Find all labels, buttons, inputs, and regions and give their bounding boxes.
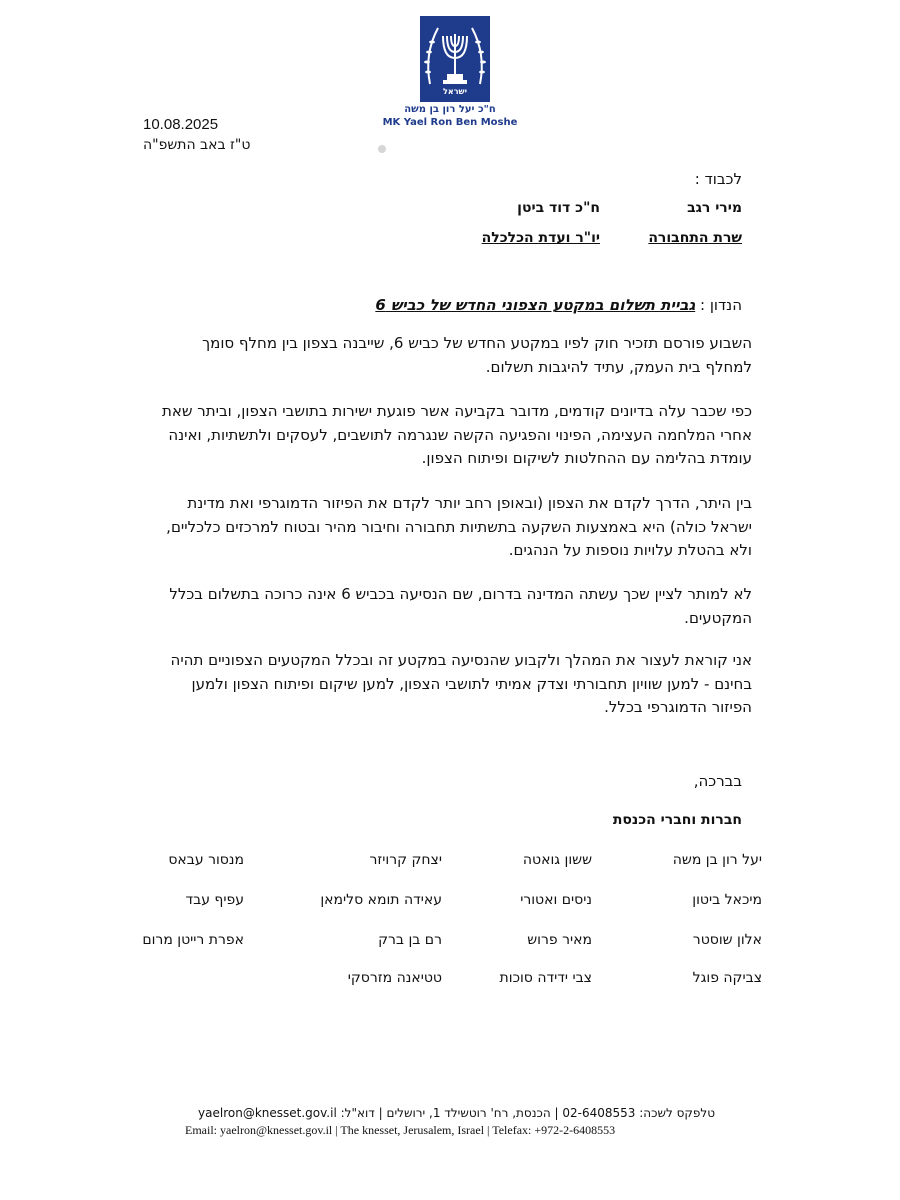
signatory: צבי ידידה סוכות: [499, 970, 592, 986]
signatory: רם בן ברק: [378, 932, 442, 948]
signatories-title: חברות וחברי הכנסת: [612, 812, 742, 828]
signatory: עאידה תומא סלימאן: [320, 892, 442, 908]
signatory: ניסים ואטורי: [520, 892, 592, 908]
signatories-grid: [130, 852, 762, 992]
footer-email: yaelron@knesset.gov.il: [198, 1106, 337, 1120]
closing-greeting: בברכה,: [693, 772, 742, 790]
signatory: יצחק קרויזר: [369, 852, 442, 868]
emblem-text: ישראל: [443, 87, 467, 96]
signatory: מאיר פרוש: [527, 932, 592, 948]
recipient-minister-name: מירי רגב: [687, 200, 742, 216]
body-paragraph-2: כפי שכבר עלה בדיונים קודמים, מדובר בקביעה אשר פוגעת ישירות בתושבי הצפון, וביתר שאת אחרי המלחמה העצימה, הפינוי והפגיעה הקשה שנגרמה לתושבים, לעסקים ולתשתיות, ואינה עומדת בהלימה עם ההחלטות לשיקום ופיתוח הצפון.: [162, 402, 752, 467]
subject-line: [375, 296, 742, 314]
signatory: טטיאנה מזרסקי: [347, 970, 442, 986]
letterhead-name-english: MK Yael Ron Ben Moshe: [382, 117, 518, 128]
date-gregorian: 10.08.2025: [143, 116, 219, 133]
signatory: אפרת רייטן מרום: [142, 932, 244, 948]
signatory: אלון שוסטר: [692, 932, 762, 948]
body-paragraph-3: בין היתר, הדרך לקדם את הצפון (ובאופן רחב יותר לקדם את הפיזור הדמוגרפי ואת מדינת ישראל כולה) היא באמצעות השקעה בתשתיות תחבורה וחיבור מהיר ובטוח למרכזים כלכליים, ולא בהטלת עלויות נוספות על הנהגים.: [166, 494, 752, 559]
recipient-chair-name: ח"כ דוד ביטן: [517, 200, 600, 216]
recipient-chair-title: יו"ר ועדת הכלכלה: [481, 230, 600, 246]
subject-title: גביית תשלום במקטע הצפוני החדש של כביש 6: [375, 296, 696, 314]
body-paragraph-1: השבוע פורסם תזכיר חוק לפיו במקטע החדש של כביש 6, שייבנה בצפון בין מחלף סומך למחלף בית העמק, עתיד להיגבות תשלום.: [202, 334, 752, 376]
signatory: מנסור עבאס: [168, 852, 244, 868]
body-paragraph-5: אני קוראת לעצור את המהלך ולקבוע שהנסיעה במקטע זה ובכלל המקטעים הצפוניים תהיה בחינם - למען שוויון תחבורתי וצדק אמיתי לתושבי הצפון, למען שיקום ופיתוח הצפון ולמען הפיזור הדמוגרפי בכלל.: [170, 651, 752, 716]
signatory: צביקה פוגל: [692, 970, 762, 986]
knesset-emblem-logo: [418, 14, 492, 104]
date-hebrew: ט"ז באב התשפ"ה: [143, 137, 251, 153]
signatory: מיכאל ביטון: [692, 892, 762, 908]
letterhead-name-hebrew: ח"כ יעל רון בן משה: [404, 104, 496, 115]
footer-hebrew-text: טלפקס לשכה: 02-6408553 | הכנסת, רח' רוטשילד 1, ירושלים | דוא"ל:: [340, 1106, 715, 1120]
signatory: עפיף עבד: [185, 892, 244, 908]
scan-dot: [378, 145, 386, 153]
signatory: ששון גואטה: [522, 852, 592, 868]
footer-hebrew-line: [198, 1106, 715, 1120]
body-paragraph-4: לא למותר לציין שכך עשתה המדינה בדרום, שם הנסיעה בכביש 6 אינה כרוכה בתשלום בכלל המקטעים.: [169, 585, 752, 627]
footer-english-line: Email: yaelron@knesset.gov.il | The knesset, Jerusalem, Israel | Telefax: +972-2-6408553: [185, 1123, 616, 1137]
recipient-minister-title: שרת התחבורה: [648, 230, 742, 246]
recipients-label: לכבוד :: [694, 170, 742, 188]
signatory: יעל רון בן משה: [672, 852, 762, 868]
subject-label: הנדון :: [700, 296, 742, 314]
